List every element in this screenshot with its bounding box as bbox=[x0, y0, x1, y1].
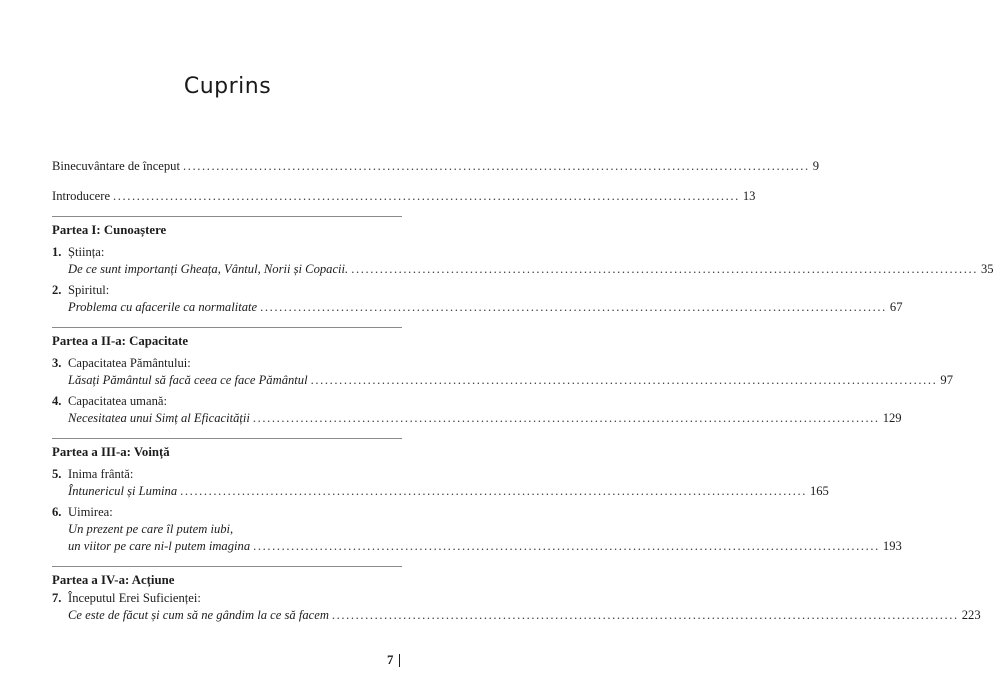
toc-chapter-3[interactable] bbox=[52, 355, 191, 371]
dot-leader: .................................................................................................................................... bbox=[310, 373, 938, 387]
toc-chapter-6[interactable] bbox=[52, 504, 113, 520]
toc-chapter-3-subtitle[interactable] bbox=[68, 372, 953, 388]
page-number-value: 7 bbox=[387, 653, 394, 667]
chapter-number: 4. bbox=[52, 394, 62, 408]
dot-leader: .................................................................................................................................... bbox=[351, 262, 978, 276]
dot-leader: .................................................................................................................................... bbox=[331, 608, 959, 622]
chapter-number: 3. bbox=[52, 356, 62, 370]
part-heading: Partea I: Cunoaștere bbox=[52, 223, 167, 237]
section-divider bbox=[52, 327, 402, 328]
toc-page-number: 9 bbox=[812, 159, 820, 173]
chapter-number: 7. bbox=[52, 591, 62, 605]
toc-chapter-5[interactable] bbox=[52, 466, 133, 482]
chapter-number: 1. bbox=[52, 245, 62, 259]
chapter-subtitle: Lăsați Pământul să facă ceea ce face Pământul bbox=[68, 373, 308, 387]
chapter-title: Începutul Erei Suficienței: bbox=[68, 591, 201, 605]
chapter-subtitle: Problema cu afacerile ca normalitate bbox=[68, 300, 258, 314]
toc-entry-title: Binecuvântare de început bbox=[52, 159, 180, 173]
toc-chapter-2[interactable] bbox=[52, 282, 109, 298]
chapter-subtitle: De ce sunt importanți Gheața, Vântul, Norii și Copacii. bbox=[68, 262, 349, 276]
chapter-number: 6. bbox=[52, 505, 62, 519]
toc-chapter-7[interactable] bbox=[52, 590, 201, 606]
toc-page-number: 193 bbox=[882, 539, 902, 553]
toc-chapter-6-subtitle[interactable] bbox=[68, 538, 902, 554]
toc-page-number: 97 bbox=[940, 373, 953, 387]
toc-page-number: 129 bbox=[882, 411, 902, 425]
section-divider bbox=[52, 566, 402, 567]
toc-entry-title: Introducere bbox=[52, 189, 111, 203]
toc-page-number: 13 bbox=[742, 189, 756, 203]
section-divider bbox=[52, 438, 402, 439]
toc-chapter-1-subtitle[interactable] bbox=[68, 261, 994, 277]
toc-entry-introduction[interactable] bbox=[52, 188, 756, 204]
chapter-subtitle: Necesitatea unui Simț al Eficacității bbox=[68, 411, 250, 425]
dot-leader: .................................................................................................................................... bbox=[180, 484, 807, 498]
toc-chapter-4-subtitle[interactable] bbox=[68, 410, 902, 426]
toc-page-number: 223 bbox=[961, 608, 981, 622]
toc-page-number: 35 bbox=[981, 262, 994, 276]
chapter-title: Uimirea: bbox=[68, 505, 113, 519]
chapter-subtitle: Întunericul și Lumina bbox=[68, 484, 178, 498]
part-heading: Partea a III-a: Voință bbox=[52, 445, 170, 459]
dot-leader: .................................................................................................................................... bbox=[252, 411, 880, 425]
toc-page-number: 165 bbox=[809, 484, 829, 498]
dot-leader: .................................................................................................................................... bbox=[260, 300, 887, 314]
page-title: Cuprins bbox=[183, 74, 272, 99]
toc-chapter-5-subtitle[interactable] bbox=[68, 483, 829, 499]
toc-chapter-2-subtitle[interactable] bbox=[68, 299, 903, 315]
chapter-number: 5. bbox=[52, 467, 62, 481]
part-heading: Partea a II-a: Capacitate bbox=[52, 334, 189, 348]
chapter-title: Capacitatea Pământului: bbox=[68, 356, 191, 370]
chapter-title: Știința: bbox=[68, 245, 105, 259]
toc-chapter-7-subtitle[interactable] bbox=[68, 607, 981, 623]
dot-leader: .................................................................................................................................... bbox=[182, 159, 810, 173]
chapter-number: 2. bbox=[52, 283, 62, 297]
chapter-title: Capacitatea umană: bbox=[68, 394, 167, 408]
chapter-subtitle: Un prezent pe care îl putem iubi, bbox=[68, 522, 234, 536]
toc-page-number: 67 bbox=[889, 300, 903, 314]
chapter-title: Spiritul: bbox=[68, 283, 110, 297]
toc-chapter-1[interactable] bbox=[52, 244, 104, 260]
chapter-title: Inima frântă: bbox=[68, 467, 134, 481]
chapter-subtitle: Ce este de făcut și cum să ne gândim la ce să facem bbox=[68, 608, 329, 622]
part-heading: Partea a IV-a: Acțiune bbox=[52, 573, 175, 587]
toc-chapter-4[interactable] bbox=[52, 393, 167, 409]
page-number-bar bbox=[399, 654, 400, 667]
toc-entry-blessing[interactable] bbox=[52, 158, 820, 174]
dot-leader: .................................................................................................................................... bbox=[113, 189, 740, 203]
section-divider bbox=[52, 216, 402, 217]
dot-leader: .................................................................................................................................... bbox=[253, 539, 880, 553]
chapter-subtitle: un viitor pe care ni-l putem imagina bbox=[68, 539, 251, 553]
page-number bbox=[387, 652, 400, 668]
